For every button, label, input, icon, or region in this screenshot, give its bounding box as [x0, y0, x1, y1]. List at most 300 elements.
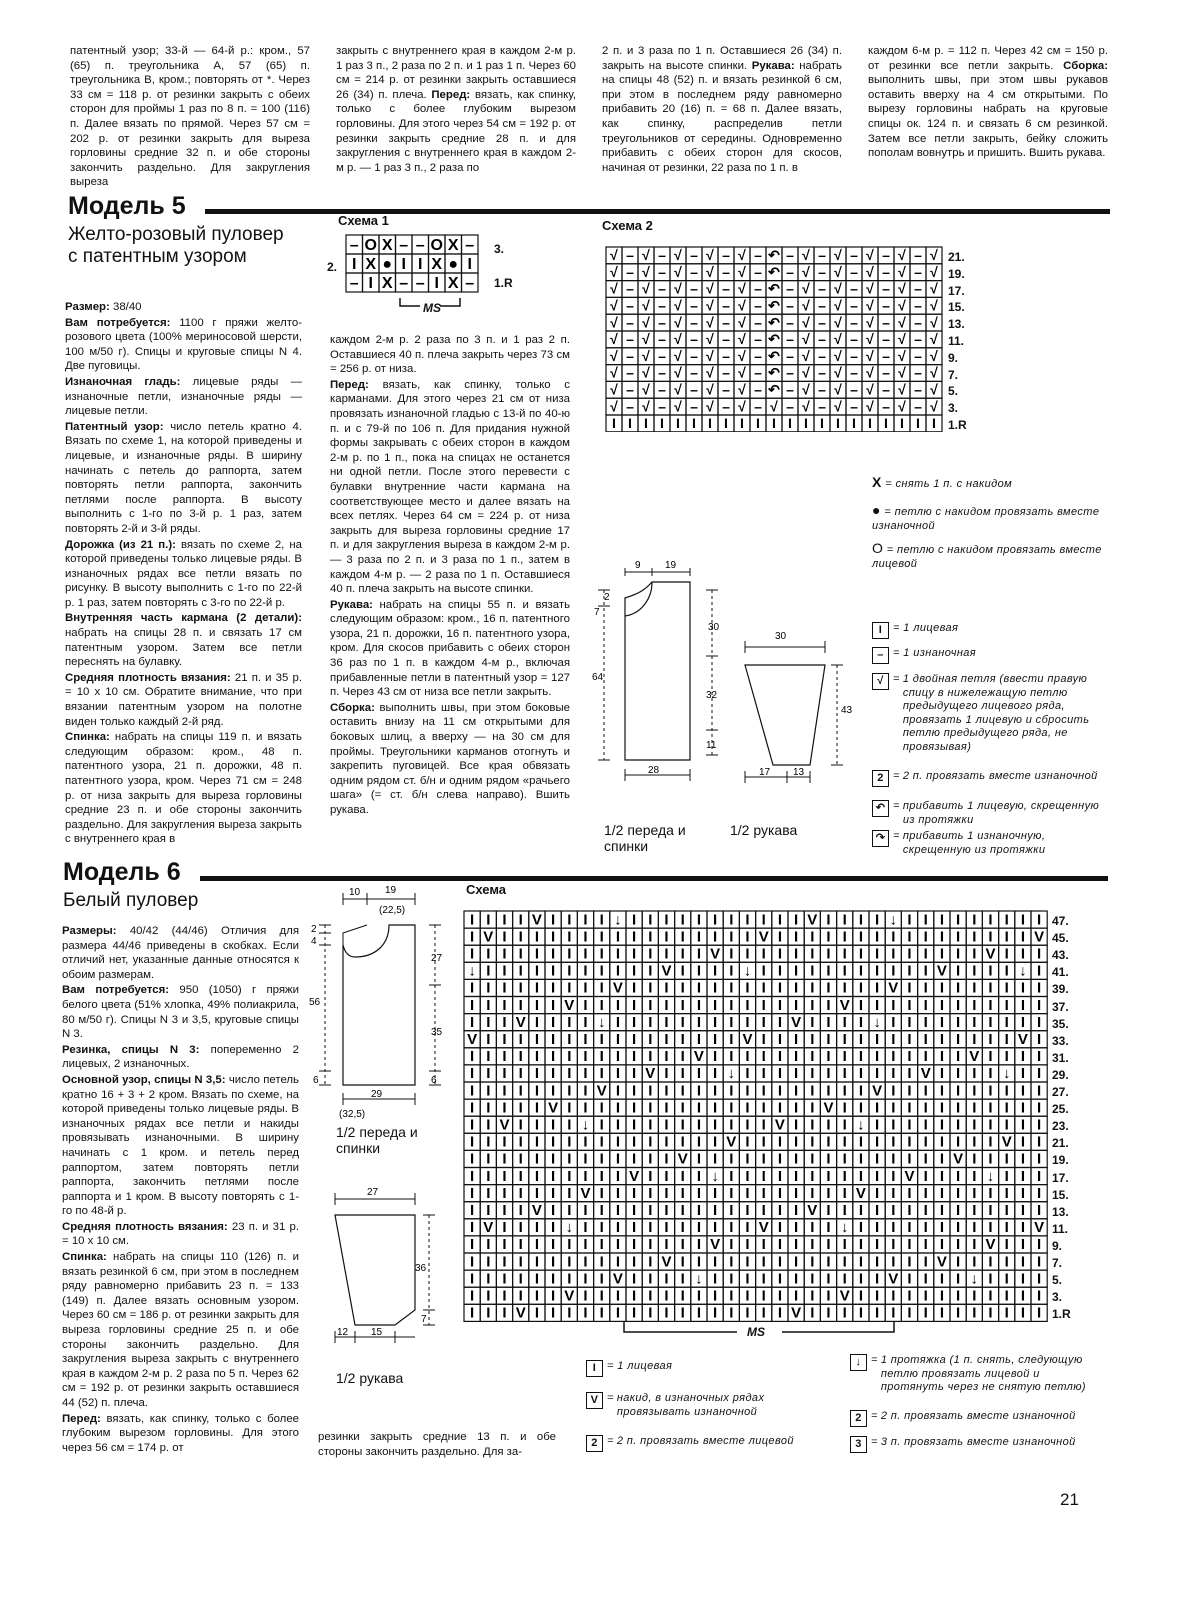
svg-text:–: –	[882, 314, 890, 331]
model5-schema1-label: Схема 1	[338, 213, 389, 228]
model5-legend-double: √ = 1 двойная петля (ввести правую спицу в нижележащую петлю предыдущего лицевого ряда, провязать 1 лицевую и сбросить петлю предыдущего ряда, не провязывая)	[872, 673, 1112, 754]
svg-text:–: –	[658, 364, 666, 381]
svg-text:I: I	[729, 1099, 734, 1117]
svg-text:I: I	[972, 996, 977, 1014]
svg-text:I: I	[875, 1116, 880, 1134]
svg-text:I: I	[988, 1304, 993, 1322]
svg-text:I: I	[923, 1287, 928, 1305]
svg-text:I: I	[956, 1099, 961, 1117]
svg-text:I: I	[745, 1236, 750, 1254]
svg-text:I: I	[470, 928, 475, 946]
svg-text:I: I	[729, 1219, 734, 1237]
svg-text:I: I	[988, 911, 993, 929]
svg-text:I: I	[696, 1082, 701, 1100]
svg-text:√: √	[834, 297, 842, 314]
m6-dim-6b: 6	[431, 1075, 437, 1086]
svg-text:–: –	[850, 263, 858, 280]
m6-dim-19: 19	[385, 885, 397, 896]
svg-text:I: I	[939, 1184, 944, 1202]
svg-text:I: I	[761, 1202, 766, 1220]
svg-text:I: I	[518, 1048, 523, 1066]
svg-text:↓: ↓	[695, 1270, 703, 1288]
model6-main-pattern: Основной узор, спицы N 3,5: число петель кратно 16 + 3 + 2 кром. Вязать по схеме, на которой приведены только лицевые ряды. В изнаночных рядах все петли и накиды провязывать изнаночными. В ширину начинать с 1 кром. и петель перед раппортом, затем повторять петли раппорта, закончить петлями после раппорта и 1 кром. В высоту повторять с 1-го по 48-й р.	[62, 1073, 299, 1218]
svg-text:–: –	[786, 263, 794, 280]
svg-text:–: –	[754, 347, 762, 364]
svg-text:I: I	[1037, 1013, 1042, 1031]
svg-text:I: I	[518, 1065, 523, 1083]
svg-text:I: I	[1004, 945, 1009, 963]
svg-text:I: I	[745, 979, 750, 997]
svg-text:X: X	[447, 236, 459, 254]
svg-text:↶: ↶	[768, 280, 780, 297]
svg-text:I: I	[1037, 1253, 1042, 1271]
svg-text:I: I	[810, 1099, 815, 1117]
svg-text:I: I	[648, 1116, 653, 1134]
svg-text:I: I	[1020, 1304, 1025, 1322]
svg-text:√: √	[674, 398, 682, 415]
svg-text:√: √	[738, 263, 746, 280]
svg-text:I: I	[470, 1099, 475, 1117]
svg-text:V: V	[661, 1253, 672, 1271]
svg-text:O: O	[430, 236, 443, 254]
svg-text:I: I	[502, 1031, 507, 1049]
svg-text:I: I	[486, 1133, 491, 1151]
svg-text:I: I	[810, 945, 815, 963]
svg-text:I: I	[777, 1253, 782, 1271]
model5-schema1-row-3: 3.	[494, 242, 505, 256]
svg-text:I: I	[648, 1236, 653, 1254]
svg-text:V: V	[693, 1048, 704, 1066]
svg-text:I: I	[583, 945, 588, 963]
svg-text:I: I	[891, 1099, 896, 1117]
svg-text:I: I	[777, 1133, 782, 1151]
svg-text:I: I	[907, 1202, 912, 1220]
svg-text:I: I	[826, 928, 831, 946]
svg-text:I: I	[761, 1082, 766, 1100]
svg-text:I: I	[551, 1116, 556, 1134]
svg-text:–: –	[658, 381, 666, 398]
dim-32: 32	[706, 690, 718, 701]
svg-text:–: –	[914, 247, 922, 264]
svg-text:I: I	[696, 1031, 701, 1049]
svg-text:V: V	[1034, 1219, 1045, 1237]
svg-text:I: I	[664, 928, 669, 946]
svg-text:√: √	[706, 314, 714, 331]
svg-text:I: I	[956, 1167, 961, 1185]
svg-text:I: I	[632, 928, 637, 946]
svg-text:I: I	[696, 1099, 701, 1117]
svg-text:I: I	[923, 1253, 928, 1271]
sleeve-dim-17: 17	[759, 767, 771, 778]
svg-text:I: I	[891, 1202, 896, 1220]
svg-text:I: I	[1004, 1236, 1009, 1254]
svg-text:–: –	[626, 347, 634, 364]
svg-text:–: –	[722, 297, 730, 314]
svg-text:I: I	[680, 1287, 685, 1305]
svg-text:I: I	[1004, 1150, 1009, 1168]
svg-text:I: I	[923, 1082, 928, 1100]
model6-materials: Вам потребуется: 950 (1050) г пряжи белого цвета (51% хлопка, 49% полиакрила, 80 м/50 г). Спицы N 3 и 3,5, круговые спицы N 3.	[62, 984, 300, 1041]
svg-text:I: I	[1004, 1031, 1009, 1049]
svg-text:I: I	[518, 979, 523, 997]
svg-text:I: I	[972, 1031, 977, 1049]
svg-text:I: I	[486, 1065, 491, 1083]
svg-text:I: I	[534, 1219, 539, 1237]
svg-text:I: I	[923, 1133, 928, 1151]
svg-text:I: I	[858, 1082, 863, 1100]
svg-text:I: I	[502, 962, 507, 980]
svg-text:I: I	[988, 1133, 993, 1151]
svg-text:I: I	[648, 1202, 653, 1220]
m6-dim-32-5: (32,5)	[339, 1109, 366, 1120]
svg-text:I: I	[599, 996, 604, 1014]
dim-2: 2	[604, 592, 610, 603]
svg-text:I: I	[875, 1065, 880, 1083]
svg-text:I: I	[956, 945, 961, 963]
svg-text:I: I	[534, 1304, 539, 1322]
svg-text:√: √	[802, 364, 810, 381]
svg-text:I: I	[794, 928, 799, 946]
svg-text:I: I	[502, 1219, 507, 1237]
svg-text:V: V	[904, 1167, 915, 1185]
svg-text:I: I	[761, 1184, 766, 1202]
svg-text:I: I	[470, 1304, 475, 1322]
svg-text:I: I	[956, 928, 961, 946]
svg-text:X: X	[381, 274, 393, 292]
svg-text:I: I	[612, 415, 616, 432]
svg-text:I: I	[810, 1133, 815, 1151]
svg-text:√: √	[898, 314, 906, 331]
svg-text:I: I	[826, 1219, 831, 1237]
svg-text:–: –	[626, 398, 634, 415]
svg-text:I: I	[875, 1304, 880, 1322]
svg-text:I: I	[518, 1150, 523, 1168]
schema2-row-number: 19.	[948, 266, 965, 281]
svg-text:I: I	[907, 945, 912, 963]
svg-text:I: I	[615, 1287, 620, 1305]
svg-text:I: I	[713, 1304, 718, 1322]
svg-text:–: –	[882, 347, 890, 364]
svg-text:I: I	[988, 1031, 993, 1049]
svg-text:I: I	[794, 979, 799, 997]
svg-text:I: I	[486, 979, 491, 997]
svg-text:I: I	[664, 1202, 669, 1220]
svg-text:I: I	[502, 1304, 507, 1322]
svg-text:I: I	[916, 415, 920, 432]
svg-text:I: I	[551, 1304, 556, 1322]
svg-text:I: I	[777, 1219, 782, 1237]
svg-text:I: I	[696, 911, 701, 929]
svg-text:√: √	[898, 381, 906, 398]
schema-row-number: 3.	[1052, 1290, 1063, 1305]
dim-28: 28	[648, 765, 660, 776]
svg-text:I: I	[632, 1253, 637, 1271]
svg-text:I: I	[810, 979, 815, 997]
svg-text:I: I	[826, 1202, 831, 1220]
svg-text:–: –	[722, 314, 730, 331]
svg-text:I: I	[599, 1031, 604, 1049]
svg-text:↶: ↶	[768, 331, 780, 348]
svg-text:I: I	[810, 928, 815, 946]
svg-text:I: I	[988, 1202, 993, 1220]
svg-text:I: I	[875, 1167, 880, 1185]
svg-text:I: I	[1004, 1048, 1009, 1066]
svg-text:–: –	[914, 331, 922, 348]
svg-text:I: I	[583, 928, 588, 946]
page-number: 21	[1060, 1490, 1079, 1509]
svg-text:I: I	[972, 1013, 977, 1031]
svg-text:↶: ↶	[768, 247, 780, 264]
svg-text:I: I	[696, 1219, 701, 1237]
svg-text:I: I	[583, 1202, 588, 1220]
svg-text:V: V	[758, 1219, 769, 1237]
svg-text:I: I	[729, 1270, 734, 1288]
svg-text:I: I	[680, 911, 685, 929]
svg-text:I: I	[518, 928, 523, 946]
svg-text:I: I	[988, 1184, 993, 1202]
svg-text:I: I	[632, 1270, 637, 1288]
svg-text:I: I	[1004, 911, 1009, 929]
svg-text:I: I	[1020, 1184, 1025, 1202]
svg-text:I: I	[875, 979, 880, 997]
svg-text:I: I	[518, 962, 523, 980]
svg-text:I: I	[875, 1133, 880, 1151]
svg-text:–: –	[690, 247, 698, 264]
svg-text:I: I	[551, 1167, 556, 1185]
svg-text:I: I	[794, 1048, 799, 1066]
model5-front: Перед: вязать, как спинку, только с карманами. Для этого через 21 см от низа провязать изнаночной гладью с 13-й по 40-ю п. и с 79-й по 106 п. Для придания нужной формы закрывать с обеих сторон в каждом 2-м р. по 1 п., пока на спицах не останется ни одной петли. После этого перевести с булавки внутренние части кармана на соответствующее место и далее вязать на всех петлях. Через 64 см = 224 р. от низа закрыть для выреза горловины средние 17 п. и для закругления выреза в каждом 2-м р. — 3 раза по 2 п. и 3 раза по 1 п., затем в каждом 4-м р. — 2 раза по 1 п. Оставшиеся 40 п. плеча закрыть на высоте спинки.	[330, 378, 570, 596]
svg-text:I: I	[632, 979, 637, 997]
svg-text:I: I	[939, 1150, 944, 1168]
svg-text:I: I	[713, 979, 718, 997]
svg-text:V: V	[839, 996, 850, 1014]
svg-text:I: I	[907, 1304, 912, 1322]
svg-text:I: I	[956, 911, 961, 929]
svg-text:I: I	[907, 928, 912, 946]
svg-text:I: I	[583, 1013, 588, 1031]
svg-text:√: √	[610, 247, 618, 264]
schema2-row-number: 13.	[948, 317, 965, 332]
svg-text:I: I	[761, 979, 766, 997]
dim-9: 9	[635, 560, 641, 571]
svg-text:I: I	[972, 1287, 977, 1305]
svg-text:I: I	[907, 979, 912, 997]
svg-text:I: I	[713, 1082, 718, 1100]
schema2-row-number: 17.	[948, 283, 965, 298]
svg-text:I: I	[518, 1099, 523, 1117]
svg-text:I: I	[696, 979, 701, 997]
svg-text:√: √	[706, 347, 714, 364]
model5-track: Дорожка (из 21 п.): вязать по схеме 2, на которой приведены только лицевые ряды. В изнаночных рядах все петли вязать по рисунку. В высоту выполнить с 1-го по 22-й р. 1 раз, затем повторять с 3-го по 22-й р.	[65, 538, 302, 609]
svg-text:V: V	[710, 945, 721, 963]
svg-text:I: I	[900, 415, 904, 432]
svg-text:I: I	[664, 1287, 669, 1305]
svg-text:I: I	[486, 945, 491, 963]
svg-text:I: I	[534, 1082, 539, 1100]
svg-text:I: I	[729, 996, 734, 1014]
svg-text:I: I	[713, 1184, 718, 1202]
svg-text:–: –	[690, 297, 698, 314]
svg-text:I: I	[567, 1270, 572, 1288]
svg-text:–: –	[658, 331, 666, 348]
top-col-1-text: патентный узор; 33-й — 64-й р.: кром., 57 (65) п. треугольника А, 57 (65) п. треугольника В, кром.; повторять от *. Через 33 см = 118 р. от резинки закрыть с обеих сторон для проймы 1 раз по 8 п. = 100 (116) п. Далее вязать по прямой. Через 57 см = 202 р. от резинки закрыть для выреза горловины средние 32 п. и обе стороны закончить раздельно. Для закругления выреза	[70, 45, 310, 189]
svg-text:I: I	[648, 1150, 653, 1168]
svg-text:I: I	[713, 1150, 718, 1168]
svg-text:I: I	[470, 1270, 475, 1288]
svg-text:I: I	[660, 415, 664, 432]
svg-text:I: I	[842, 945, 847, 963]
model6-legend-p2tog: 2 = 2 п. провязать вместе изнаночной	[850, 1410, 1095, 1427]
svg-text:I: I	[1004, 1304, 1009, 1322]
svg-text:I: I	[696, 1236, 701, 1254]
model5-schema1-ms: MS	[423, 301, 441, 315]
svg-text:I: I	[486, 1167, 491, 1185]
svg-text:I: I	[680, 1099, 685, 1117]
svg-text:I: I	[972, 911, 977, 929]
svg-text:I: I	[956, 996, 961, 1014]
schema2-row-number: 3.	[948, 401, 959, 416]
svg-text:V: V	[531, 1202, 542, 1220]
svg-text:I: I	[615, 1167, 620, 1185]
svg-text:I: I	[923, 911, 928, 929]
svg-text:√: √	[706, 247, 714, 264]
svg-text:I: I	[777, 1065, 782, 1083]
svg-text:–: –	[882, 247, 890, 264]
svg-text:I: I	[648, 1082, 653, 1100]
svg-text:√: √	[610, 314, 618, 331]
svg-text:I: I	[502, 1133, 507, 1151]
svg-text:I: I	[745, 1082, 750, 1100]
svg-text:I: I	[761, 1304, 766, 1322]
svg-text:–: –	[465, 236, 475, 254]
model5-sleeve-caption: 1/2 рукава	[730, 822, 798, 838]
svg-text:–: –	[850, 331, 858, 348]
svg-text:I: I	[729, 1048, 734, 1066]
svg-text:I: I	[583, 1099, 588, 1117]
svg-text:I: I	[842, 1013, 847, 1031]
svg-text:–: –	[818, 381, 826, 398]
increase-purl-symbol: ↷	[872, 830, 889, 847]
svg-text:I: I	[923, 928, 928, 946]
svg-text:I: I	[875, 1150, 880, 1168]
svg-text:–: –	[626, 364, 634, 381]
svg-text:I: I	[583, 979, 588, 997]
svg-text:V: V	[1017, 1031, 1028, 1049]
svg-text:I: I	[470, 1167, 475, 1185]
model5-col-1	[65, 300, 302, 848]
svg-text:I: I	[713, 1116, 718, 1134]
svg-text:I: I	[1004, 1202, 1009, 1220]
svg-text:I: I	[891, 1031, 896, 1049]
svg-text:↓: ↓	[743, 962, 752, 980]
svg-text:I: I	[615, 1236, 620, 1254]
svg-text:I: I	[1020, 1287, 1025, 1305]
svg-text:I: I	[713, 996, 718, 1014]
svg-text:I: I	[486, 996, 491, 1014]
svg-text:–: –	[914, 297, 922, 314]
svg-text:I: I	[939, 911, 944, 929]
svg-text:I: I	[740, 415, 744, 432]
m6-sleeve-dim-15: 15	[371, 1327, 383, 1338]
svg-text:I: I	[551, 928, 556, 946]
svg-text:I: I	[972, 1065, 977, 1083]
svg-text:–: –	[690, 314, 698, 331]
svg-text:I: I	[696, 928, 701, 946]
svg-text:I: I	[518, 1167, 523, 1185]
svg-text:–: –	[850, 314, 858, 331]
svg-text:I: I	[502, 1167, 507, 1185]
svg-text:I: I	[804, 415, 808, 432]
svg-text:I: I	[836, 415, 840, 432]
m6-k2tog-symbol: 2	[586, 1435, 603, 1452]
svg-text:↶: ↶	[768, 364, 780, 381]
svg-text:I: I	[932, 415, 936, 432]
svg-text:I: I	[434, 274, 439, 292]
schema-row-number: 47.	[1052, 914, 1069, 928]
svg-text:I: I	[583, 1287, 588, 1305]
svg-text:I: I	[486, 1048, 491, 1066]
svg-text:–: –	[690, 263, 698, 280]
svg-text:I: I	[599, 1065, 604, 1083]
model6-front-caption: 1/2 переда и спинки	[336, 1124, 418, 1156]
svg-text:√: √	[674, 314, 682, 331]
svg-text:I: I	[1004, 1184, 1009, 1202]
dim-11: 11	[706, 740, 717, 751]
svg-text:I: I	[826, 1065, 831, 1083]
svg-text:I: I	[826, 1167, 831, 1185]
svg-text:I: I	[891, 1304, 896, 1322]
schema-row-number: 45.	[1052, 931, 1069, 946]
svg-text:I: I	[470, 1048, 475, 1066]
svg-text:I: I	[518, 1184, 523, 1202]
svg-text:I: I	[842, 1048, 847, 1066]
m6-p2tog-symbol: 2	[850, 1410, 867, 1427]
svg-text:I: I	[632, 1099, 637, 1117]
svg-text:I: I	[745, 1304, 750, 1322]
svg-text:I: I	[988, 962, 993, 980]
svg-text:I: I	[858, 1253, 863, 1271]
svg-text:I: I	[648, 1270, 653, 1288]
svg-text:I: I	[664, 1219, 669, 1237]
model6-legend-k2tog: 2 = 2 п. провязать вместе лицевой	[586, 1435, 826, 1452]
svg-text:V: V	[758, 928, 769, 946]
svg-text:I: I	[615, 1304, 620, 1322]
m6-dim-4: 4	[311, 936, 317, 947]
model5-schema2-grid	[605, 246, 945, 432]
svg-text:–: –	[786, 297, 794, 314]
svg-text:I: I	[907, 1236, 912, 1254]
svg-text:I: I	[713, 1202, 718, 1220]
svg-text:I: I	[551, 1065, 556, 1083]
svg-text:I: I	[401, 255, 406, 273]
svg-text:I: I	[615, 1253, 620, 1271]
svg-text:V: V	[742, 1031, 753, 1049]
svg-text:I: I	[923, 1116, 928, 1134]
svg-text:I: I	[972, 1219, 977, 1237]
svg-text:I: I	[551, 1150, 556, 1168]
m6-dim-56: 56	[309, 997, 321, 1008]
model6-front: Перед: вязать, как спинку, только с более глубоким вырезом горловины. Для этого через 56 см = 174 р. от	[62, 1412, 299, 1454]
svg-text:–: –	[626, 280, 634, 297]
svg-text:I: I	[470, 1287, 475, 1305]
svg-text:I: I	[939, 945, 944, 963]
svg-text:I: I	[534, 979, 539, 997]
svg-text:√: √	[834, 280, 842, 297]
dim-19: 19	[665, 560, 677, 571]
svg-text:–: –	[754, 297, 762, 314]
svg-text:I: I	[599, 1099, 604, 1117]
svg-text:I: I	[794, 1116, 799, 1134]
